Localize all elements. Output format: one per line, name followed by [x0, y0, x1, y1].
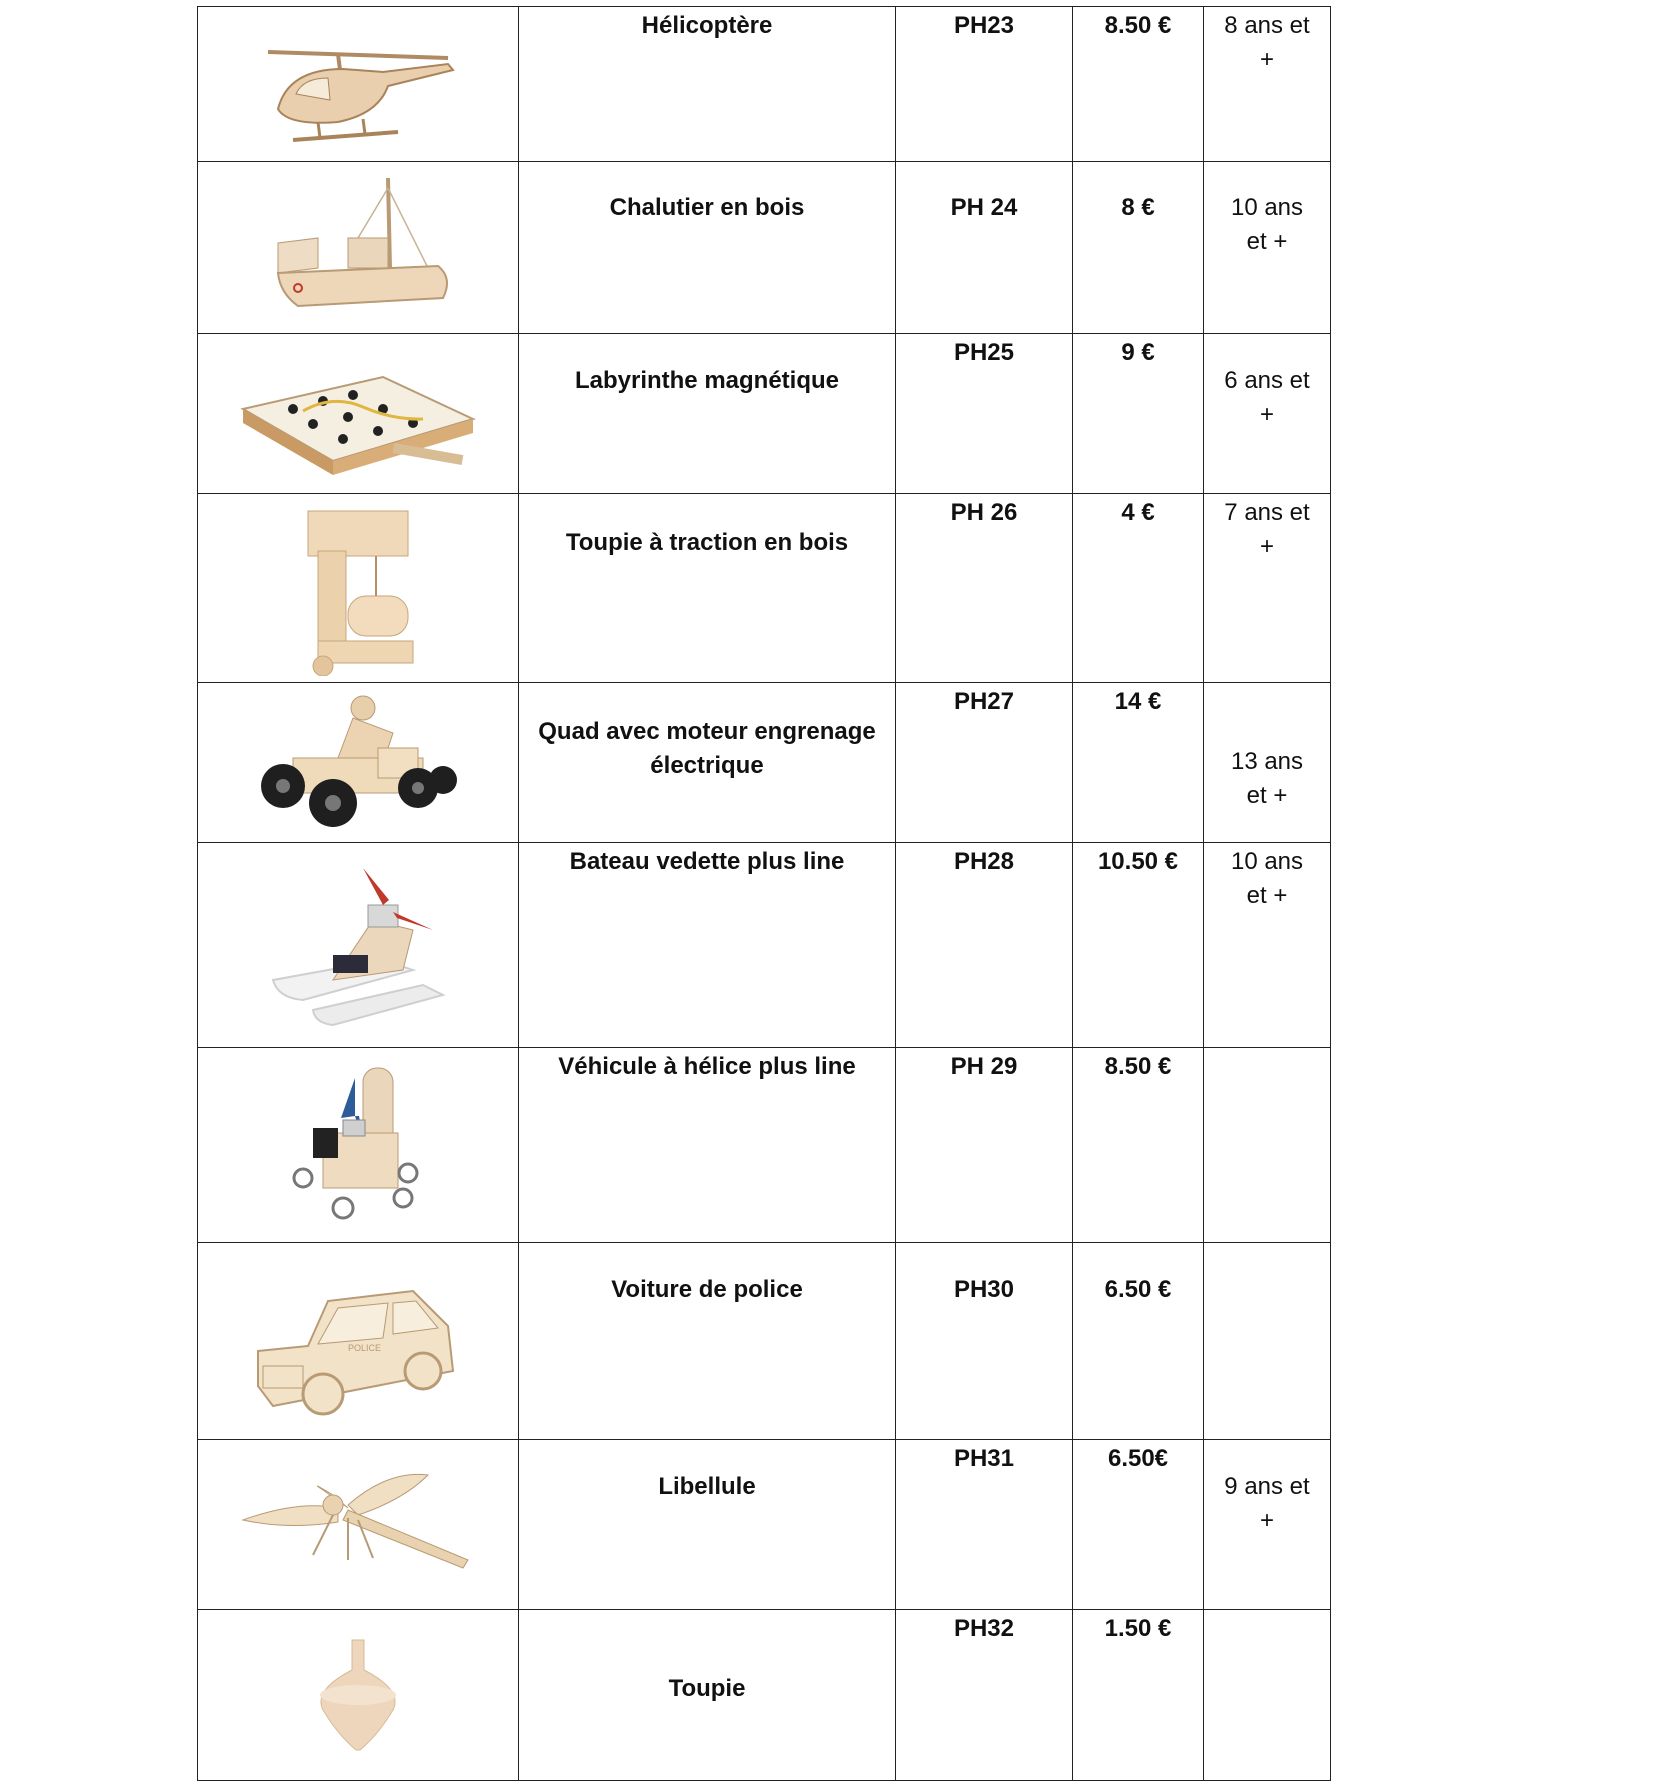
age-line: 8 ans et: [1224, 12, 1310, 39]
product-code: PH23: [953, 12, 1015, 39]
product-code-cell: [896, 494, 1073, 683]
product-code: PH31: [953, 1445, 1015, 1472]
product-name: Bateau vedette plus line: [569, 848, 845, 875]
table-row: [198, 1610, 1331, 1781]
product-age-cell: [1204, 494, 1331, 683]
product-code: PH30: [953, 1276, 1015, 1303]
product-price-cell: [1073, 162, 1204, 334]
product-name-cell: [519, 843, 896, 1048]
product-code: PH28: [953, 848, 1015, 875]
product-image-cell: [198, 1610, 519, 1781]
product-name-cell: [519, 1440, 896, 1610]
product-name-line: Quad avec moteur engrenage: [538, 718, 876, 745]
product-image-cell: [198, 683, 519, 843]
product-price: 6.50€: [1107, 1445, 1169, 1472]
product-price-cell: [1073, 683, 1204, 843]
product-code: PH 26: [950, 499, 1018, 526]
product-name: Libellule: [658, 1473, 756, 1500]
product-image-cell: [198, 1243, 519, 1440]
product-price-cell: [1073, 1243, 1204, 1440]
trawler-boat-model-icon: [258, 168, 458, 328]
table-row: [198, 494, 1331, 683]
age-line: 10 ans: [1230, 848, 1304, 875]
product-age-cell: [1204, 1440, 1331, 1610]
product-code-cell: [896, 1048, 1073, 1243]
product-table: [197, 6, 1331, 1781]
table-row: [198, 683, 1331, 843]
product-image-cell: [198, 162, 519, 334]
age-line: et +: [1246, 228, 1288, 255]
age-line: 6 ans et: [1224, 367, 1310, 394]
product-age-cell: [1204, 1048, 1331, 1243]
product-age-cell: [1204, 162, 1331, 334]
product-name: Toupie: [668, 1675, 746, 1702]
product-age-cell: [1204, 7, 1331, 162]
product-code-cell: [896, 843, 1073, 1048]
svg-text:POLICE: POLICE: [348, 1343, 382, 1353]
product-name: Voiture de police: [611, 1276, 803, 1303]
product-name-cell: [519, 162, 896, 334]
product-price: 14 €: [1114, 688, 1162, 715]
table-row: [198, 843, 1331, 1048]
age-line: 9 ans et: [1224, 1473, 1310, 1500]
product-code-cell: [896, 1243, 1073, 1440]
product-code-cell: [896, 1610, 1073, 1781]
product-name-line: électrique: [650, 752, 764, 779]
product-name-cell: [519, 494, 896, 683]
magnetic-maze-icon: [233, 349, 483, 479]
product-age-cell: [1204, 334, 1331, 494]
product-age-cell: [1204, 683, 1331, 843]
product-code: PH27: [953, 688, 1015, 715]
product-image-cell: [198, 7, 519, 162]
product-price: 10.50 €: [1097, 848, 1179, 875]
product-price: 9 €: [1121, 339, 1155, 366]
product-code-cell: [896, 7, 1073, 162]
product-name-cell: [519, 1048, 896, 1243]
age-line: 7 ans et: [1224, 499, 1310, 526]
product-name-cell: [519, 1243, 896, 1440]
product-name: Hélicoptère: [641, 12, 773, 39]
product-price-cell: [1073, 1440, 1204, 1610]
product-price: 4 €: [1121, 499, 1155, 526]
product-price-cell: [1073, 843, 1204, 1048]
product-price-cell: [1073, 334, 1204, 494]
product-price: 8.50 €: [1104, 12, 1172, 39]
age-line: +: [1259, 401, 1274, 428]
table-row: [198, 1440, 1331, 1610]
product-image-cell: [198, 1440, 519, 1610]
table-row: [198, 162, 1331, 334]
product-age-cell: [1204, 843, 1331, 1048]
product-price: 1.50 €: [1104, 1615, 1172, 1642]
age-line: et +: [1246, 782, 1288, 809]
product-price-cell: [1073, 1610, 1204, 1781]
product-image-cell: [198, 494, 519, 683]
age-line: +: [1259, 533, 1274, 560]
age-line: 10 ans: [1230, 194, 1304, 221]
age-line: +: [1259, 46, 1274, 73]
product-name-cell: [519, 334, 896, 494]
product-code-cell: [896, 1440, 1073, 1610]
product-code: PH32: [953, 1615, 1015, 1642]
age-line: +: [1259, 1507, 1274, 1534]
pull-spinning-top-icon: [288, 501, 428, 676]
product-price: 8.50 €: [1104, 1053, 1172, 1080]
product-code: PH 24: [950, 194, 1018, 221]
product-age-cell: [1204, 1610, 1331, 1781]
product-name-cell: [519, 7, 896, 162]
helicopter-model-icon: [248, 14, 468, 154]
product-name: Labyrinthe magnétique: [574, 367, 840, 394]
product-name-cell: [519, 683, 896, 843]
product-price-cell: [1073, 7, 1204, 162]
age-line: 13 ans: [1230, 748, 1304, 775]
propeller-vehicle-icon: [283, 1058, 433, 1233]
table-row: [198, 7, 1331, 162]
product-name-cell: [519, 1610, 896, 1781]
speedboat-model-icon: [263, 860, 453, 1030]
product-code-cell: [896, 334, 1073, 494]
product-table-page: [197, 6, 1331, 1781]
product-price: 8 €: [1121, 194, 1155, 221]
age-line: et +: [1246, 882, 1288, 909]
product-name: Chalutier en bois: [609, 194, 805, 221]
product-code: PH25: [953, 339, 1015, 366]
product-price-cell: [1073, 1048, 1204, 1243]
product-code: PH 29: [950, 1053, 1018, 1080]
product-name: Véhicule à hélice plus line: [558, 1053, 856, 1080]
product-name: Toupie à traction en bois: [565, 529, 849, 556]
product-image-cell: [198, 1048, 519, 1243]
table-row: [198, 334, 1331, 494]
product-code-cell: [896, 683, 1073, 843]
product-price-cell: [1073, 494, 1204, 683]
table-row: [198, 1243, 1331, 1440]
table-row: [198, 1048, 1331, 1243]
product-price: 6.50 €: [1104, 1276, 1172, 1303]
quad-model-icon: [253, 688, 463, 838]
product-code-cell: [896, 162, 1073, 334]
dragonfly-model-icon: [238, 1460, 478, 1590]
product-age-cell: [1204, 1243, 1331, 1440]
spinning-top-icon: [308, 1635, 408, 1755]
police-car-model-icon: [248, 1256, 468, 1426]
product-image-cell: [198, 843, 519, 1048]
product-image-cell: [198, 334, 519, 494]
